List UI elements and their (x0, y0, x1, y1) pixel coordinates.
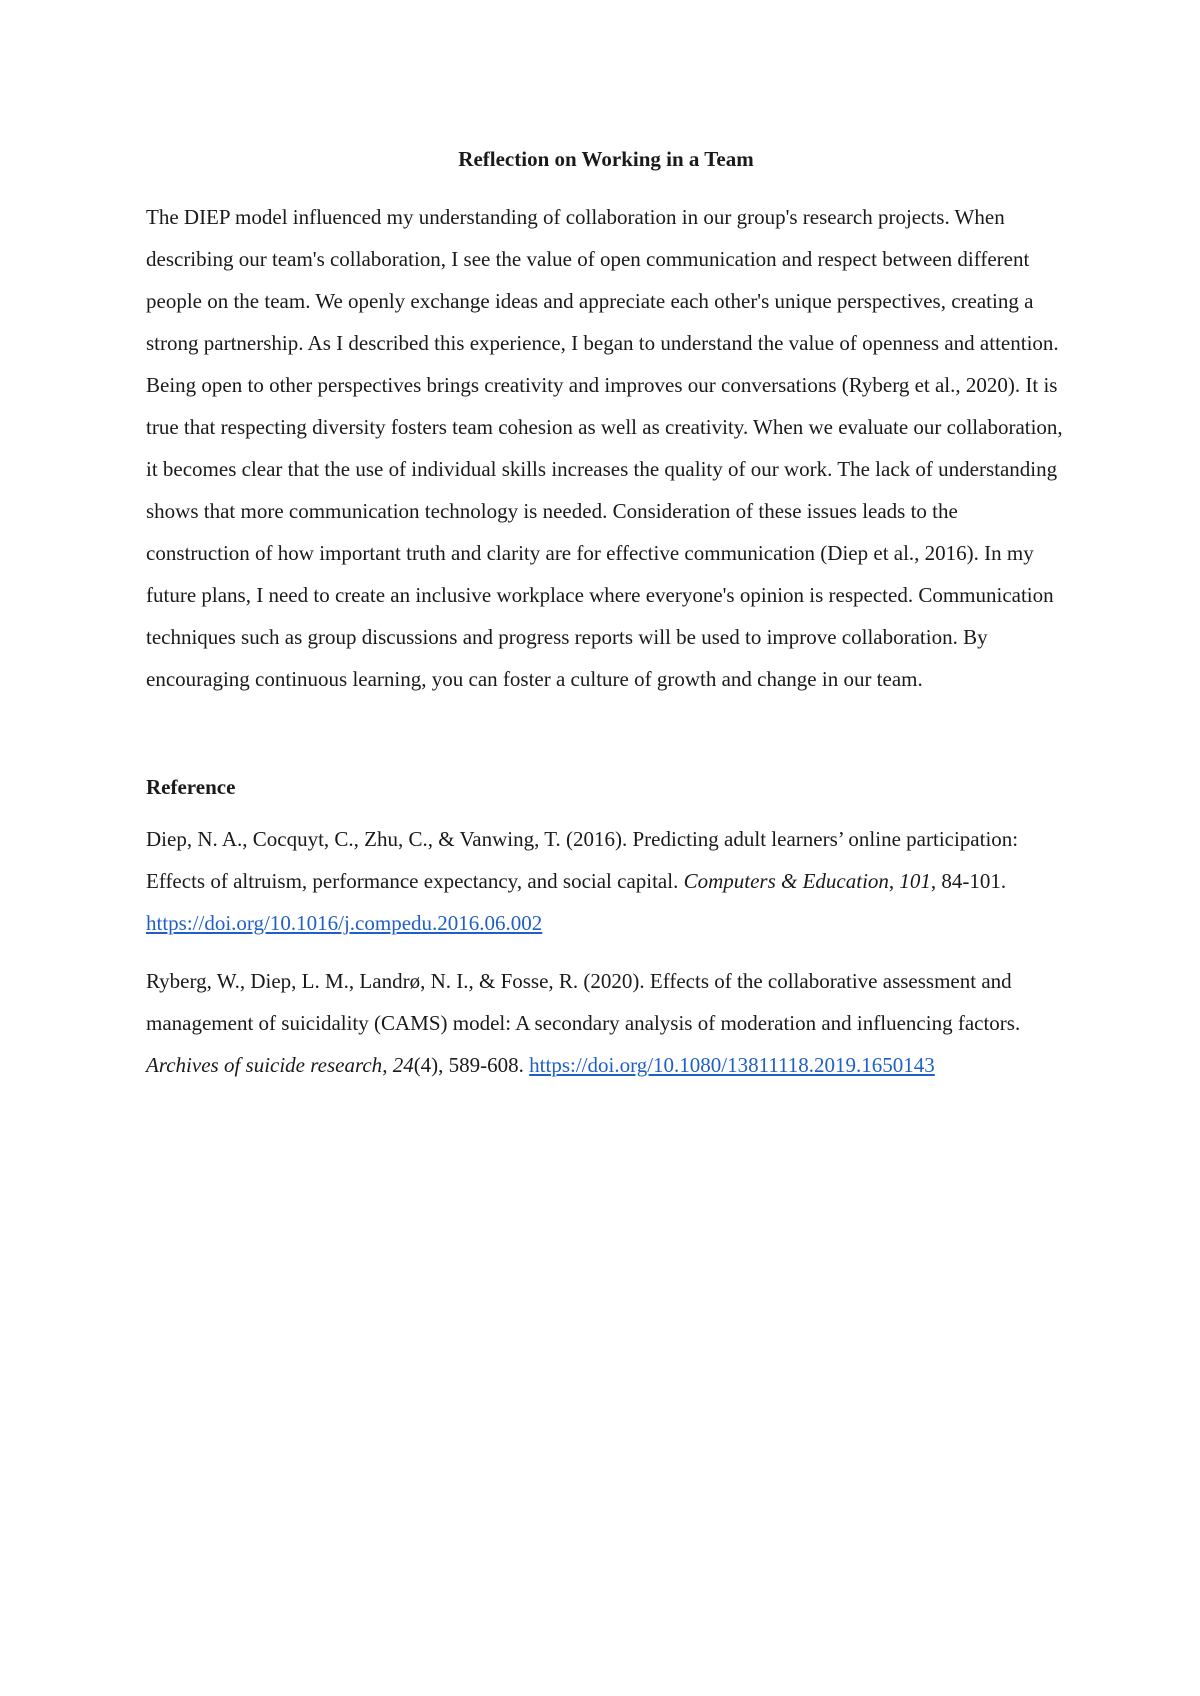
reference-authors-text: Diep, N. A., Cocquyt, C., Zhu, C., & Vanwing, T. (2016). Predicting adult learners’ online participation: Effects of altruism, performance expectancy, and social capital. (146, 827, 1019, 893)
reference-doi-link[interactable]: https://doi.org/10.1080/13811118.2019.1650143 (529, 1053, 935, 1077)
document-title: Reflection on Working in a Team (458, 147, 754, 171)
reference-journal: Archives of suicide research (146, 1053, 383, 1077)
reference-separator: , (382, 1053, 393, 1077)
reference-pages: , 84-101. (930, 869, 1007, 893)
reference-entry-ryberg (146, 960, 1066, 1086)
reference-journal: Computers & Education (683, 869, 889, 893)
reference-entry-diep (146, 818, 1066, 944)
reference-volume: 24 (392, 1053, 414, 1077)
reference-separator: , (888, 869, 900, 893)
reference-authors-text: Ryberg, W., Diep, L. M., Landrø, N. I., & Fosse, R. (2020). Effects of the collaborative assessment and management of suicidality (CAMS) model: A secondary analysis of moderation and influencing factors. (146, 969, 1021, 1035)
reference-heading: Reference (146, 775, 236, 799)
reference-volume: 101 (899, 869, 931, 893)
reference-pages: (4), 589-608. (413, 1053, 530, 1077)
reference-doi-link[interactable]: https://doi.org/10.1016/j.compedu.2016.06.002 (146, 911, 543, 935)
document-page (146, 142, 1066, 1102)
reflection-paragraph: The DIEP model influenced my understanding of collaboration in our group's research projects. When describing our team's collaboration, I see the value of open communication and respect between different people on the team. We openly exchange ideas and appreciate each other's unique perspectives, creating a strong partnership. As I described this experience, I began to understand the value of openness and attention. Being open to other perspectives brings creativity and improves our conversations (Ryberg et al., 2020). It is true that respecting diversity fosters team cohesion as well as creativity. When we evaluate our collaboration, it becomes clear that the use of individual skills increases the quality of our work. The lack of understanding shows that more communication technology is needed. Consideration of these issues leads to the construction of how important truth and clarity are for effective communication (Diep et al., 2016). In my future plans, I need to create an inclusive workplace where everyone's opinion is respected. Communication techniques such as group discussions and progress reports will be used to improve collaboration. By encouraging continuous learning, you can foster a culture of growth and change in our team. (146, 205, 1063, 691)
